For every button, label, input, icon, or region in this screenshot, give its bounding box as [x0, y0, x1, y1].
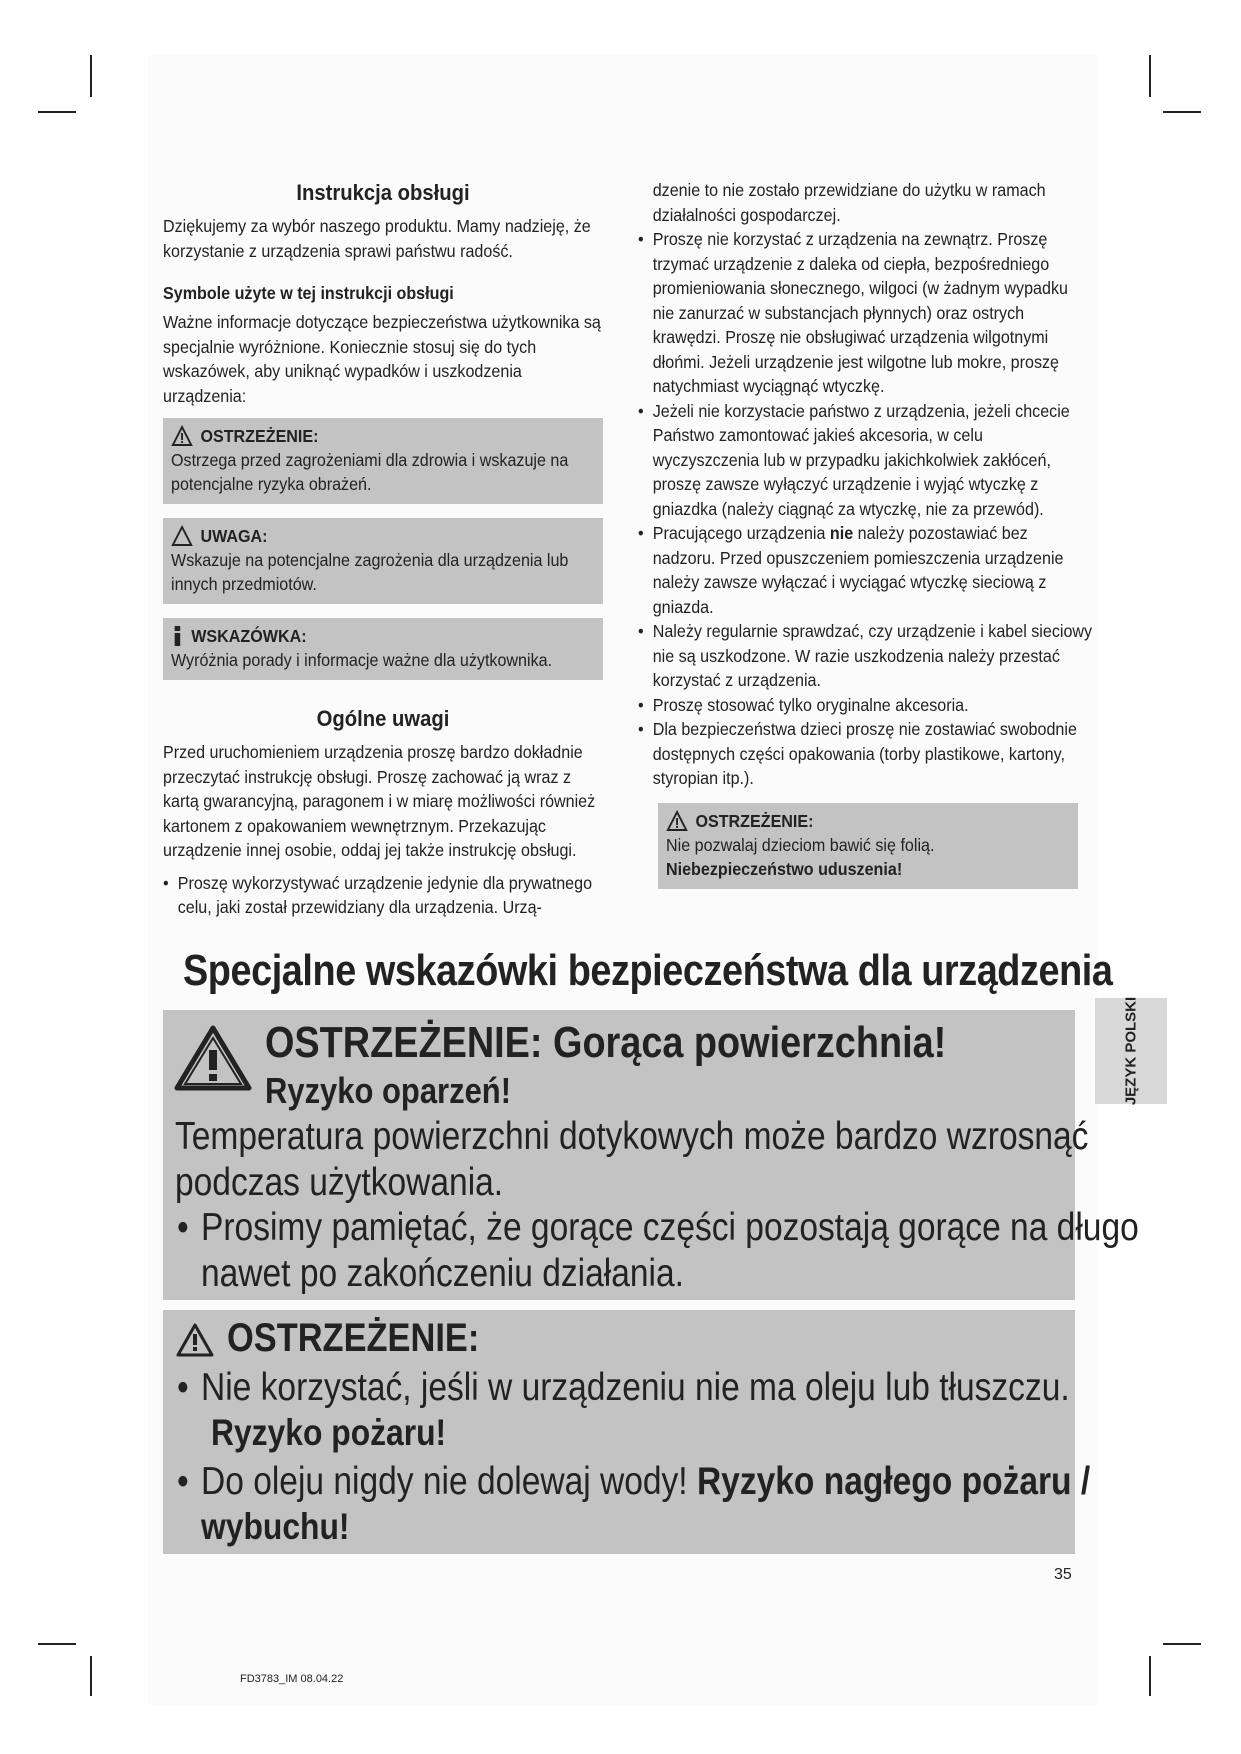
crop-mark — [90, 1656, 92, 1696]
crop-mark — [1163, 1643, 1201, 1645]
hint-box — [163, 618, 603, 680]
list-item: • Należy regularnie sprawdzać, czy urządzenie i kabel sieciowy nie są uszkodzone. W razie uszkodzenia należy przestać korzystać z urządzenia. — [638, 621, 1093, 690]
no-oil-bullet: Nie korzystać, jeśli w urządzeniu nie ma oleju lub tłuszczu. — [201, 1366, 1070, 1409]
continuation-text: dzenie to nie zostało przewidziane do użytku w ramach działalności gospodarczej. — [652, 180, 1046, 225]
caution-box-text: Wskazuje na potencjalne zagrożenia dla urządzenia lub innych przedmiotów. — [171, 550, 569, 594]
warning-triangle-icon — [175, 1322, 215, 1358]
hot-surface-title: OSTRZEŻENIE: Gorąca powierzchnia! — [265, 1018, 947, 1067]
list-item: • Proszę wykorzystywać urządzenie jedynie dla prywatnego celu, jaki został przewidziany dla urządzenia. Urzą- — [163, 872, 593, 917]
list-item: • Pracującego urządzenia nie należy pozostawiać bez nadzoru. Przed opuszczeniem pomieszczenia urządzenie należy zawsze wyłączać i wyciągać wtyczkę sieciową z gniazda. — [638, 523, 1064, 617]
symbols-heading: Symbole użyte w tej instrukcji obsługi — [163, 283, 454, 303]
bullet: • — [177, 1206, 189, 1249]
warning-triangle-icon — [171, 425, 193, 447]
language-tab-label: JĘZYK POLSKI — [1122, 996, 1140, 1106]
hint-box-title: WSKAZÓWKA: — [191, 626, 307, 646]
bullet: • — [177, 1366, 189, 1409]
caution-triangle-icon — [171, 525, 193, 547]
crop-mark — [90, 55, 92, 97]
bullet: • — [177, 1460, 189, 1503]
symbols-text: Ważne informacje dotyczące bezpieczeństwa użytkownika są specjalnie wyróżnione. Koniecznie stosuj się do tych wskazówek, aby uniknąć wypadków i uszkodzenia urządzenia: — [163, 312, 601, 406]
crop-mark — [1149, 55, 1151, 97]
warning-box-text: Ostrzega przed zagrożeniami dla zdrowia i wskazuje na potencjalne ryzyka obrażeń. — [171, 450, 569, 494]
hint-box-text: Wyróżnia porady i informacje ważne dla użytkownika. — [171, 650, 553, 670]
section-title-manual: Instrukcja obsługi — [296, 180, 470, 205]
left-bullet-list — [163, 871, 603, 920]
hot-surface-text: podczas użytkowania. — [175, 1161, 504, 1204]
children-warning-text: Nie pozwalaj dzieciom bawić się folią. Niebezpieczeństwo uduszenia! — [666, 834, 935, 879]
footer-code: FD3783_IM 08.04.22 — [240, 1673, 344, 1685]
page-number: 35 — [1054, 1566, 1072, 1583]
oil-warning-title: OSTRZEŻENIE: — [227, 1316, 480, 1360]
crop-mark — [1163, 111, 1201, 113]
language-tab — [1095, 998, 1167, 1104]
caution-box — [163, 518, 603, 604]
fire-risk-text: Ryzyko pożaru! — [211, 1412, 447, 1453]
children-warning-title: OSTRZEŻENIE: — [695, 810, 814, 831]
hot-parts-bullet: nawet po zakończeniu działania. — [201, 1252, 684, 1295]
hot-parts-bullet: Prosimy pamiętać, że gorące części pozostają gorące na długo — [201, 1206, 1139, 1249]
warning-box — [163, 418, 603, 504]
warning-box-title: OSTRZEŻENIE: — [200, 426, 319, 446]
right-bullet-list — [638, 227, 1093, 791]
intro-text: Dziękujemy za wybór naszego produktu. Mamy nadzieję, że korzystanie z urządzenia sprawi państwu radość. — [163, 216, 591, 261]
special-safety-title: Specjalne wskazówki bezpieczeństwa dla urządzenia — [183, 946, 1113, 995]
oil-warning-box — [163, 1310, 1091, 1554]
left-column — [163, 180, 603, 920]
section-title-general: Ogólne uwagi — [316, 706, 450, 731]
info-icon — [171, 625, 184, 647]
crop-mark — [1149, 1656, 1151, 1696]
crop-mark — [38, 1643, 76, 1645]
list-item: • Jeżeli nie korzystacie państwo z urządzenia, jeżeli chcecie Państwo zamontować jakieś akcesoria, w celu wyczyszczenia lub w przypadku jakichkolwiek zakłóceń, proszę zawsze wyłączyć urządzenie i wyjąć wtyczkę z gniazdka (należy ciągnąć za wtyczkę, nie za przewód). — [638, 400, 1070, 519]
caution-box-title: UWAGA: — [200, 526, 268, 546]
warning-triangle-icon — [666, 810, 688, 832]
list-item: • Proszę stosować tylko oryginalne akcesoria. — [638, 694, 969, 715]
right-column — [638, 178, 1093, 889]
list-item: • Dla bezpieczeństwa dzieci proszę nie zostawiać swobodnie dostępnych części opakowania (torby plastikowe, kartony, styropian itp.). — [638, 719, 1077, 788]
children-warning-box — [658, 803, 1078, 889]
no-water-bullet: Do oleju nigdy nie dolewaj wody! Ryzyko nagłego pożaru / — [201, 1460, 1091, 1503]
general-text: Przed uruchomieniem urządzenia proszę bardzo dokładnie przeczytać instrukcję obsługi. Proszę zachować ją wraz z kartą gwarancyjną, paragonem i w miarę możliwości również kartonem z opakowaniem wewnętrznym. Przekazując urządzenie innej osobie, oddaj jej także instrukcję obsługi. — [163, 742, 596, 860]
list-item: • Proszę nie korzystać z urządzenia na zewnątrz. Proszę trzymać urządzenie z daleka od ciepła, bezpośredniego promieniowania słonecznego, wilgoci (w żadnym wypadku nie zanurzać w substancjach płynnych) oraz ostrych krawędzi. Proszę nie obsługiwać urządzenia wilgotnymi dłońmi. Jeżeli urządzenie jest wilgotne lub mokre, proszę natychmiast wyciągnąć wtyczkę. — [638, 229, 1068, 396]
hot-surface-text: Temperatura powierzchni dotykowych może bardzo wzrosnąć — [175, 1115, 1089, 1158]
warning-triangle-icon — [173, 1022, 253, 1094]
explosion-risk-text: wybuchu! — [201, 1506, 350, 1547]
burn-risk-subtitle: Ryzyko oparzeń! — [265, 1070, 512, 1111]
crop-mark — [38, 111, 76, 113]
